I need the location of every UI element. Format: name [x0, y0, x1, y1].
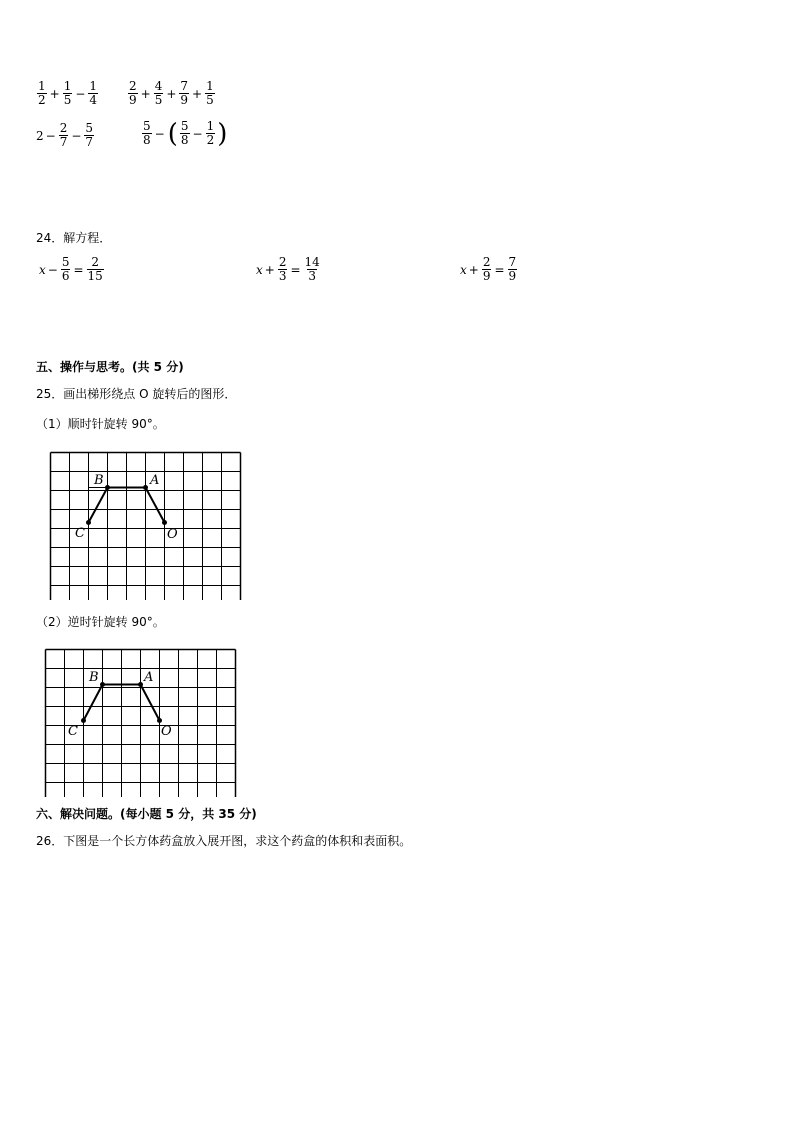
calc-expression-3: 2 − $\frac{2}{7}$ − $\frac{5}{7}$ — [36, 121, 94, 149]
question-24-title: 24．解方程． — [36, 231, 112, 245]
point-c — [81, 718, 86, 723]
equation-1: x − $\frac{5}{6}$ = $\frac{2}{15}$ — [39, 255, 103, 283]
point-b — [100, 682, 105, 687]
label-a: A — [150, 473, 160, 488]
point-a — [138, 682, 143, 687]
question-25-part-1: （1）顺时针旋转 90°。 — [36, 417, 165, 431]
equation-3: x + $\frac{2}{9}$ = $\frac{7}{9}$ — [460, 255, 517, 283]
question-25-title: 25．画出梯形绕点 O 旋转后的图形． — [36, 387, 237, 401]
fraction: $\frac{7}{9}$ — [508, 255, 517, 283]
fraction: $\frac{2}{9}$ — [129, 79, 137, 107]
fraction: $\frac{5}{6}$ — [61, 255, 70, 283]
fraction: $\frac{5}{8}$ — [180, 119, 189, 147]
grid-figure-2 — [43, 647, 243, 797]
point-a — [143, 485, 148, 490]
fraction: $\frac{1}{2}$ — [206, 119, 215, 147]
fraction: $\frac{1}{5}$ — [206, 79, 214, 107]
fraction: $\frac{2}{3}$ — [278, 255, 287, 283]
question-25-part-2: （2）逆时针旋转 90°。 — [36, 615, 165, 629]
label-b: B — [94, 473, 104, 488]
fraction: $\frac{2}{7}$ — [59, 121, 68, 149]
fraction: $\frac{1}{5}$ — [63, 79, 72, 107]
equation-2: x + $\frac{2}{3}$ = $\frac{14}{3}$ — [256, 255, 320, 283]
fraction: $\frac{1}{4}$ — [89, 79, 98, 107]
label-b: B — [89, 670, 99, 685]
label-o: O — [167, 527, 178, 542]
grid-figure-1 — [48, 450, 248, 600]
calc-expression-1: $\frac{1}{2}$ + $\frac{1}{5}$ − $\frac{1}{4}$ — [38, 79, 98, 107]
fraction: $\frac{4}{5}$ — [154, 79, 163, 107]
point-o — [157, 718, 162, 723]
section-6-title: 六、解决问题。(每小题 5 分，共 35 分) — [36, 807, 257, 821]
fraction: $\frac{7}{9}$ — [180, 79, 189, 107]
question-26-title: 26．下图是一个长方体药盒放入展开图，求这个药盒的体积和表面积。 — [36, 834, 412, 848]
label-c: C — [75, 526, 85, 541]
label-o: O — [161, 724, 172, 739]
point-c — [86, 520, 91, 525]
label-a: A — [144, 670, 154, 685]
point-o — [162, 520, 167, 525]
fraction: $\frac{1}{2}$ — [38, 79, 46, 107]
point-b — [105, 485, 110, 490]
label-c: C — [68, 724, 78, 739]
fraction: $\frac{2}{9}$ — [482, 255, 491, 283]
fraction: $\frac{5}{7}$ — [85, 121, 94, 149]
fraction: $\frac{5}{8}$ — [143, 119, 151, 147]
calc-expression-2: $\frac{2}{9}$ + $\frac{4}{5}$ + $\frac{7}{9}$ + $\frac{1}{5}$ — [129, 79, 214, 107]
fraction: $\frac{2}{15}$ — [87, 255, 103, 283]
calc-expression-4: $\frac{5}{8}$ − ( $\frac{5}{8}$ − $\frac{1}{2}$ ) — [143, 118, 228, 149]
section-5-title: 五、操作与思考。(共 5 分) — [36, 360, 184, 374]
fraction: $\frac{14}{3}$ — [304, 255, 320, 283]
